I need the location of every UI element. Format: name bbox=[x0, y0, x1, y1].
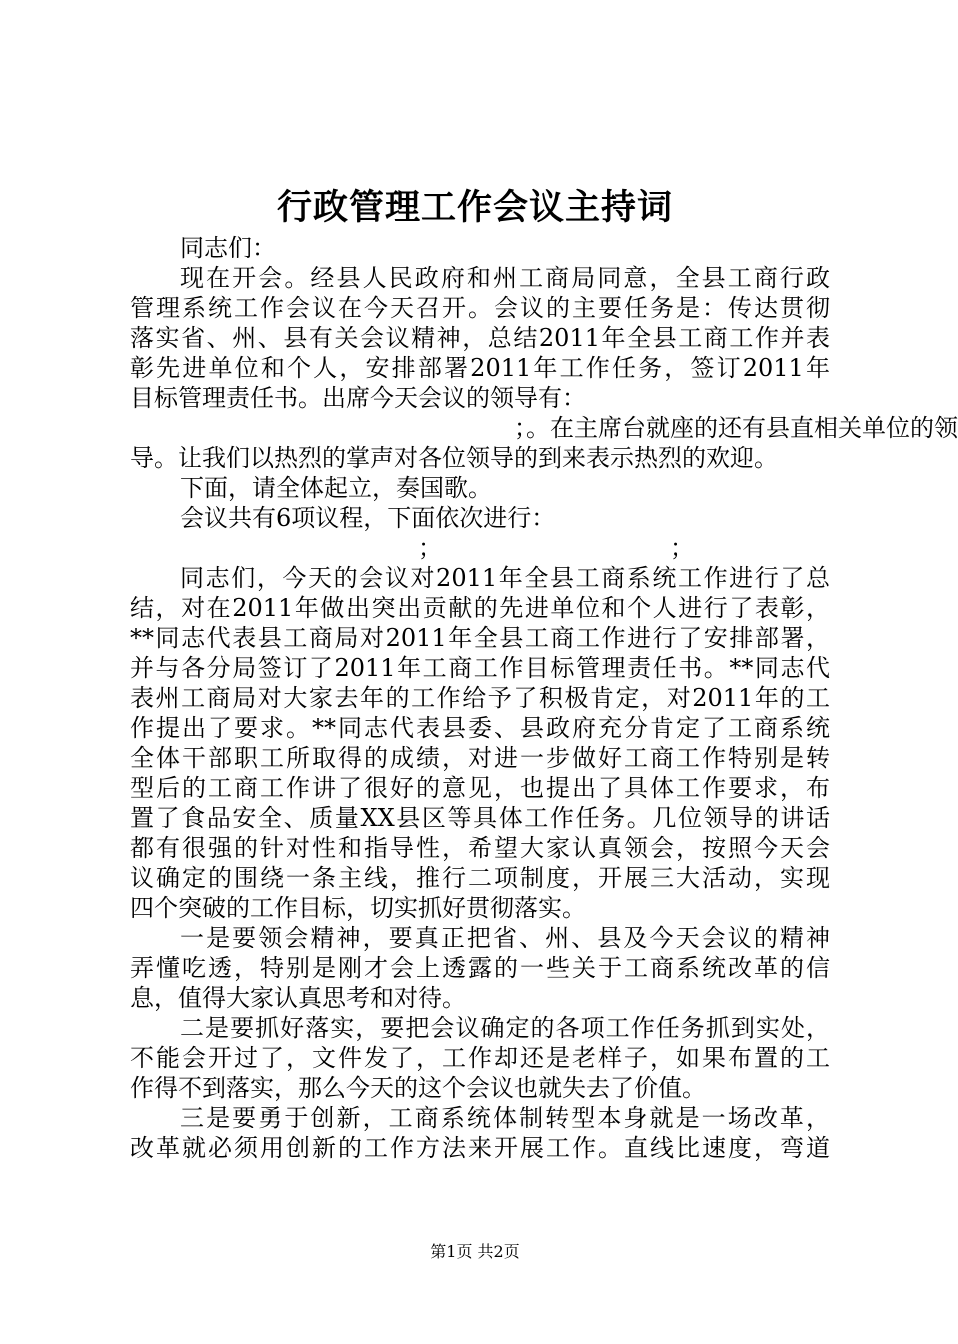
text-line: 改革就必须用创新的工作方法来开展工作。直线比速度，弯道 bbox=[130, 1134, 830, 1162]
text-line: 会议共有6项议程，下面依次进行： bbox=[180, 504, 556, 532]
text-line: 彰先进单位和个人，安排部署2011年工作任务，签订2011年 bbox=[130, 354, 830, 382]
text-line: 并与各分局签订了2011年工商工作目标管理责任书。**同志代 bbox=[130, 654, 830, 682]
text-line: 同志们，今天的会议对2011年全县工商系统工作进行了总 bbox=[180, 564, 830, 592]
text-line: 作提出了要求。**同志代表县委、县政府充分肯定了工商系统 bbox=[130, 714, 830, 742]
text-line: 弄懂吃透，特别是刚才会上透露的一些关于工商系统改革的信 bbox=[130, 954, 830, 982]
text-line: 三是要勇于创新，工商系统体制转型本身就是一场改革， bbox=[180, 1104, 830, 1132]
text-line: 型后的工商工作讲了很好的意见，也提出了具体工作要求，布 bbox=[130, 774, 830, 802]
text-line: 二是要抓好落实，要把会议确定的各项工作任务抓到实处， bbox=[180, 1014, 830, 1042]
text-line: 现在开会。经县人民政府和州工商局同意，全县工商行政 bbox=[180, 264, 830, 292]
text-line: 作得不到落实，那么今天的这个会议也就失去了价值。 bbox=[130, 1074, 706, 1102]
text-line: 一是要领会精神，要真正把省、州、县及今天会议的精神 bbox=[180, 924, 830, 952]
text-line: 置了食品安全、质量XX县区等具体工作任务。几位领导的讲话 bbox=[130, 804, 830, 832]
text-line: **同志代表县工商局对2011年全县工商工作进行了安排部署， bbox=[130, 624, 830, 652]
document-title: 行政管理工作会议主持词 bbox=[276, 187, 673, 228]
text-line: 管理系统工作会议在今天召开。会议的主要任务是：传达贯彻 bbox=[130, 294, 830, 322]
text-line: 息，值得大家认真思考和对待。 bbox=[130, 984, 466, 1012]
document-body bbox=[130, 233, 958, 1163]
text-line: 议确定的围绕一条主线，推行二项制度，开展三大活动，实现 bbox=[130, 864, 830, 892]
text-line: ； ； bbox=[130, 534, 694, 562]
text-line: 结，对在2011年做出突出贡献的先进单位和个人进行了表彰， bbox=[130, 594, 830, 622]
text-line: ；。在主席台就座的还有县直相关单位的领 bbox=[130, 414, 958, 442]
text-line: 导。让我们以热烈的掌声对各位领导的到来表示热烈的欢迎。 bbox=[130, 444, 778, 472]
text-line: 四个突破的工作目标，切实抓好贯彻落实。 bbox=[130, 894, 586, 922]
text-line: 表州工商局对大家去年的工作给予了积极肯定，对2011年的工 bbox=[130, 684, 830, 712]
text-line: 落实省、州、县有关会议精神，总结2011年全县工商工作并表 bbox=[130, 324, 830, 352]
page-footer: 第1页 共2页 bbox=[430, 1242, 520, 1261]
text-line: 都有很强的针对性和指导性，希望大家认真领会，按照今天会 bbox=[130, 834, 830, 862]
text-line: 下面，请全体起立，奏国歌。 bbox=[180, 474, 492, 502]
text-line: 同志们： bbox=[180, 234, 276, 262]
text-line: 目标管理责任书。出席今天会议的领导有： bbox=[130, 384, 586, 412]
text-line: 全体干部职工所取得的成绩，对进一步做好工商工作特别是转 bbox=[130, 744, 830, 772]
text-line: 不能会开过了，文件发了，工作却还是老样子，如果布置的工 bbox=[130, 1044, 830, 1072]
